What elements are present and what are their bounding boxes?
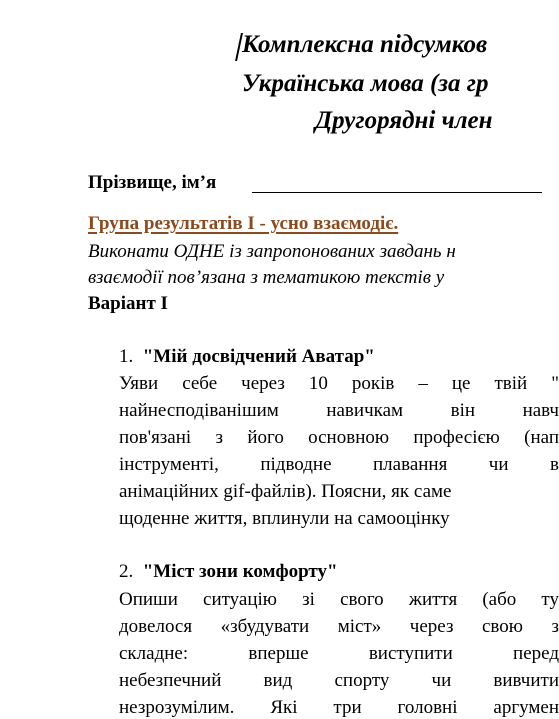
task-1-line-4: інструменті, підводне плавання чи в (119, 454, 559, 475)
task-2-line-5: незрозумілим. Які три головні аргумен (119, 697, 559, 718)
task-1-line-6: щоденне життя, вплинули на самооцінку (119, 508, 450, 529)
surname-label: Прізвище, ім’я (88, 172, 217, 193)
task-1-line-2: найнесподіванішим навичкам він навч (119, 400, 559, 421)
instruction-line-1: Виконати ОДНЕ із запропонованих завдань н (88, 241, 456, 262)
task-2-name: "Міст зони комфорту" (142, 561, 338, 582)
title-line-1: Комплексна підсумков (242, 31, 488, 58)
variant-label: Варіант І (88, 293, 168, 314)
group-heading: Група результатів І - усно взаємодіє. (88, 213, 399, 234)
task-2-heading (119, 561, 338, 583)
task-1-number: 1. (119, 346, 134, 367)
instruction-line-2: взаємодії пов’язана з тематикою текстів у (88, 267, 445, 288)
surname-blank-field[interactable] (252, 192, 542, 193)
title-line-2: Українська мова (за гр (242, 70, 489, 97)
task-2-line-3: складне: вперше виступити перед (119, 643, 559, 664)
task-1-name: "Мій досвідчений Аватар" (142, 346, 375, 367)
task-2-number: 2. (119, 561, 134, 582)
title-line-3: Другорядні член (315, 107, 493, 134)
task-2-line-2: довелося «збудувати міст» через свою з (119, 616, 559, 637)
task-2-line-4: небезпечний вид спорту чи вивчити (119, 670, 559, 691)
task-1-heading (119, 346, 375, 368)
task-2-line-1: Опиши ситуацію зі свого життя (або ту (119, 589, 559, 610)
task-1-line-5: анімаційних gif-файлів). Поясни, як саме (119, 481, 452, 502)
task-1-line-3: пов'язані з його основною професією (нап (119, 427, 559, 448)
task-1-line-1: Уяви себе через 10 років – це твій " (119, 373, 559, 394)
